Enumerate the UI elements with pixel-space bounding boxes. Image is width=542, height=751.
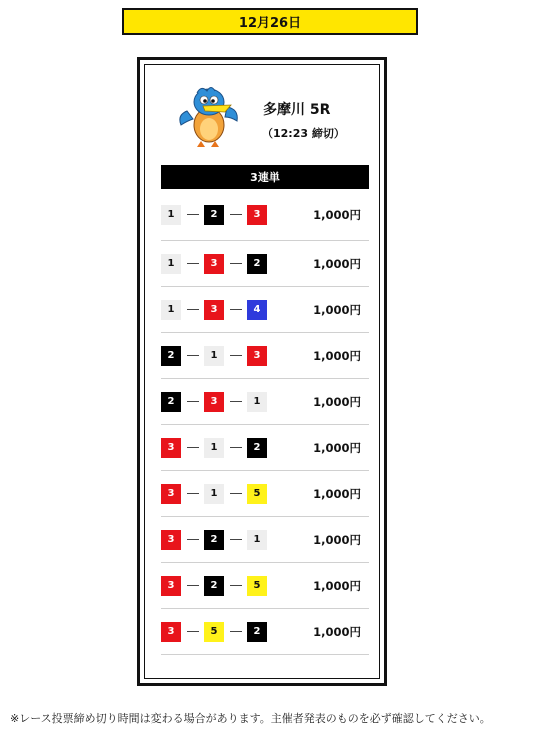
boat-number-badge: 1 bbox=[204, 438, 224, 458]
combination-row bbox=[161, 609, 369, 655]
date-label: 12月26日 bbox=[238, 16, 302, 31]
boat-number-badge: 3 bbox=[161, 622, 181, 642]
combination-row bbox=[161, 425, 369, 471]
combination-row bbox=[161, 563, 369, 609]
dash-separator bbox=[224, 355, 247, 356]
dash-separator bbox=[181, 263, 204, 264]
boat-number-badge: 1 bbox=[204, 484, 224, 504]
dash-separator bbox=[224, 539, 247, 540]
boat-number-badge: 1 bbox=[247, 392, 267, 412]
combination-row bbox=[161, 333, 369, 379]
combination-row bbox=[161, 241, 369, 287]
boat-number-badge: 2 bbox=[247, 622, 267, 642]
boat-number-badge: 2 bbox=[247, 438, 267, 458]
dash-separator bbox=[181, 355, 204, 356]
dash-separator bbox=[181, 401, 204, 402]
bird-mascot-icon bbox=[177, 85, 241, 151]
payout-amount: 1,000円 bbox=[313, 348, 361, 363]
dash-separator bbox=[181, 631, 204, 632]
boat-number-badge: 3 bbox=[161, 484, 181, 504]
combination-row bbox=[161, 471, 369, 517]
dash-separator bbox=[181, 585, 204, 586]
combination-list bbox=[161, 189, 369, 655]
boat-number-badge: 2 bbox=[204, 205, 224, 225]
boat-number-badge: 2 bbox=[204, 576, 224, 596]
payout-amount: 1,000円 bbox=[313, 207, 361, 222]
dash-separator bbox=[224, 447, 247, 448]
payout-amount: 1,000円 bbox=[313, 440, 361, 455]
date-banner bbox=[122, 8, 418, 35]
boat-number-badge: 3 bbox=[247, 346, 267, 366]
boat-number-badge: 5 bbox=[204, 622, 224, 642]
payout-amount: 1,000円 bbox=[313, 256, 361, 271]
dash-separator bbox=[224, 309, 247, 310]
boat-number-badge: 3 bbox=[161, 530, 181, 550]
combination-row bbox=[161, 379, 369, 425]
boat-number-badge: 3 bbox=[204, 392, 224, 412]
payout-amount: 1,000円 bbox=[313, 624, 361, 639]
payout-amount: 1,000円 bbox=[313, 578, 361, 593]
combination-row bbox=[161, 517, 369, 563]
boat-number-badge: 5 bbox=[247, 484, 267, 504]
dash-separator bbox=[181, 214, 204, 215]
dash-separator bbox=[181, 493, 204, 494]
combination-row bbox=[161, 287, 369, 333]
boat-number-badge: 1 bbox=[161, 300, 181, 320]
boat-number-badge: 1 bbox=[247, 530, 267, 550]
dash-separator bbox=[224, 263, 247, 264]
payout-amount: 1,000円 bbox=[313, 486, 361, 501]
dash-separator bbox=[224, 401, 247, 402]
bet-type-header bbox=[161, 165, 369, 189]
boat-number-badge: 3 bbox=[247, 205, 267, 225]
payout-amount: 1,000円 bbox=[313, 302, 361, 317]
dash-separator bbox=[181, 539, 204, 540]
payout-amount: 1,000円 bbox=[313, 532, 361, 547]
boat-number-badge: 2 bbox=[204, 530, 224, 550]
boat-number-badge: 3 bbox=[204, 300, 224, 320]
combination-row bbox=[161, 189, 369, 241]
boat-number-badge: 3 bbox=[204, 254, 224, 274]
boat-number-badge: 3 bbox=[161, 438, 181, 458]
boat-number-badge: 4 bbox=[247, 300, 267, 320]
dash-separator bbox=[224, 585, 247, 586]
boat-number-badge: 5 bbox=[247, 576, 267, 596]
dash-separator bbox=[181, 447, 204, 448]
prediction-card-inner bbox=[144, 64, 380, 679]
footnote-text: ※レース投票締め切り時間は変わる場合があります。主催者発表のものを必ず確認してください。 bbox=[10, 712, 491, 725]
dash-separator bbox=[224, 214, 247, 215]
prediction-card bbox=[137, 57, 387, 686]
bet-type-label: 3連単 bbox=[250, 171, 280, 184]
boat-number-badge: 2 bbox=[161, 392, 181, 412]
payout-amount: 1,000円 bbox=[313, 394, 361, 409]
dash-separator bbox=[224, 493, 247, 494]
race-deadline: （12:23 締切） bbox=[262, 127, 345, 140]
boat-number-badge: 1 bbox=[161, 254, 181, 274]
boat-number-badge: 2 bbox=[161, 346, 181, 366]
boat-number-badge: 1 bbox=[204, 346, 224, 366]
boat-number-badge: 3 bbox=[161, 576, 181, 596]
dash-separator bbox=[181, 309, 204, 310]
boat-number-badge: 1 bbox=[161, 205, 181, 225]
boat-number-badge: 2 bbox=[247, 254, 267, 274]
dash-separator bbox=[224, 631, 247, 632]
race-title: 多摩川 5R bbox=[263, 102, 331, 118]
